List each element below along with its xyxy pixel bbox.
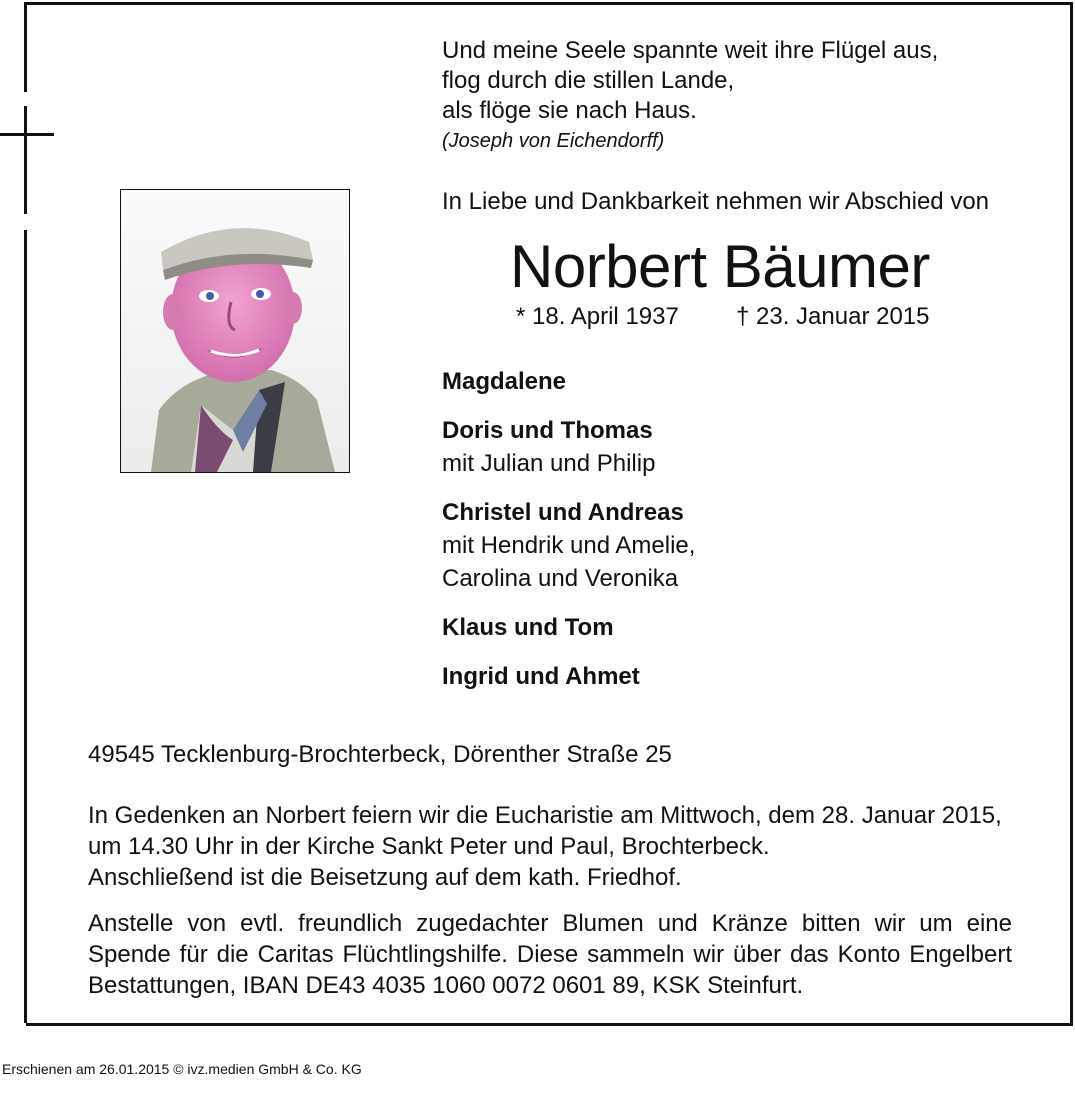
frame-left-rule-top (24, 2, 27, 92)
service-line: In Gedenken an Norbert feiern wir die Eucharistie am Mittwoch, dem 28. Januar 2015, (88, 802, 1002, 829)
poem-line: als flöge sie nach Haus. (442, 97, 697, 124)
family-group (442, 611, 695, 644)
poem (442, 36, 938, 126)
poem-line: Und meine Seele spannte weit ihre Flügel aus, (442, 37, 939, 64)
donation-line: Spende für die Caritas Flüchtlingshilfe. Diese sammeln wir über das Konto Engelbert (88, 941, 1012, 968)
birth-date: * 18. April 1937 (516, 303, 679, 330)
address: 49545 Tecklenburg-Brochterbeck, Dörenther Straße 25 (88, 741, 672, 768)
family-line: mit Hendrik und Amelie, (442, 532, 696, 559)
family-line: mit Julian und Philip (442, 450, 656, 477)
poem-author: (Joseph von Eichendorff) (442, 130, 665, 152)
death-date: † 23. Januar 2015 (736, 303, 930, 330)
family-head: Ingrid und Ahmet (442, 663, 640, 690)
family-head: Christel und Andreas (442, 499, 684, 526)
service-line: Anschließend ist die Beisetzung auf dem kath. Friedhof. (88, 864, 682, 891)
donation-paragraph (88, 908, 1012, 1001)
farewell-intro: In Liebe und Dankbarkeit nehmen wir Abschied von (442, 188, 990, 215)
family-head: Doris und Thomas (442, 417, 653, 444)
family-group (442, 496, 695, 595)
family-group (442, 365, 695, 398)
service-line: um 14.30 Uhr in der Kirche Sankt Peter und Paul, Brochterbeck. (88, 833, 770, 860)
family-group (442, 414, 695, 480)
publication-footer: Erschienen am 26.01.2015 © ivz.medien GmbH & Co. KG (2, 1061, 362, 1077)
donation-line: Bestattungen, IBAN DE43 4035 1060 0072 0601 89, KSK Steinfurt. (88, 972, 804, 999)
family-head: Magdalene (442, 368, 567, 395)
donation-line: Anstelle von evtl. freundlich zugedachter Blumen und Kränze bitten wir um eine (88, 910, 1012, 937)
service-paragraph (88, 800, 1012, 893)
family-head: Klaus und Tom (442, 614, 614, 641)
family-line: Carolina und Veronika (442, 565, 679, 592)
portrait-photo (120, 189, 350, 473)
family-group (442, 660, 695, 693)
cross-icon (0, 133, 54, 136)
frame-left-rule-bottom (24, 230, 27, 1023)
family-list (442, 365, 695, 709)
deceased-name: Norbert Bäumer (510, 233, 930, 300)
frame-left-rule-cross (24, 106, 27, 214)
poem-line: flog durch die stillen Lande, (442, 67, 735, 94)
